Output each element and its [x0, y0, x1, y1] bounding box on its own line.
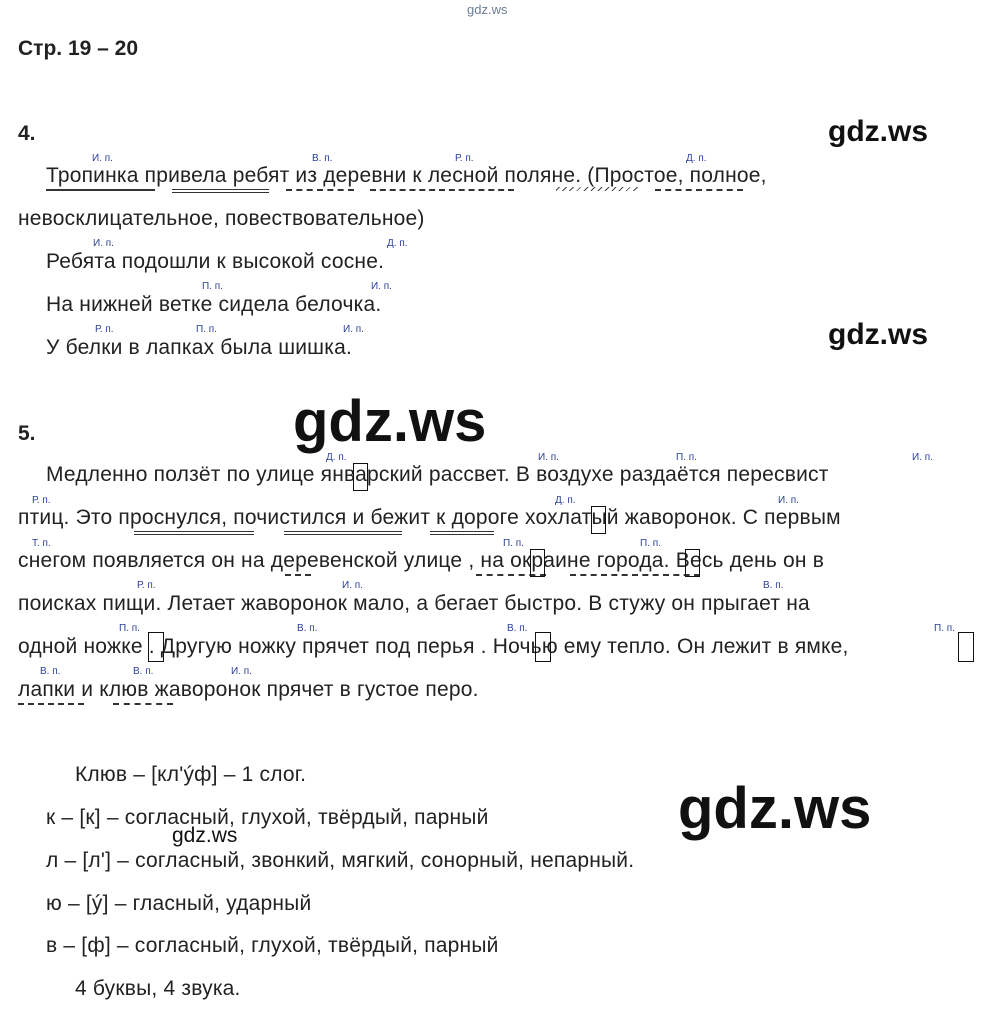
predicate-underline [430, 531, 494, 535]
task4-line-4: На нижней ветке сидела белочка. [46, 293, 382, 316]
modifier-underline [570, 574, 700, 576]
analysis-line-6: 4 буквы, 4 звука. [75, 977, 241, 1000]
task5-line-1: Медленно ползёт по улице январский рассвет. В воздухе раздаётся пересвист [46, 463, 829, 486]
case-label: В. п. [507, 623, 528, 634]
case-label: И. п. [371, 281, 392, 292]
predicate-underline [134, 531, 254, 535]
case-label: Д. п. [686, 153, 707, 164]
task4-line-2: невосклицательное, повествовательное) [18, 207, 425, 230]
page-header: Стр. 19 – 20 [18, 37, 139, 60]
predicate-underline [172, 189, 269, 193]
task5-line-6: лапки и клюв жаворонок прячет в густое перо. [18, 678, 479, 701]
case-label: И. п. [92, 153, 113, 164]
case-label: П. п. [676, 452, 697, 463]
object-underline [113, 703, 173, 705]
case-label: И. п. [93, 238, 114, 249]
analysis-line-1: Клюв – [кл'ýф] – 1 слог. [75, 763, 307, 786]
analysis-line-3: л – [л'] – согласный, звонкий, мягкий, сонорный, непарный. [46, 849, 635, 872]
case-label: П. п. [640, 538, 661, 549]
task4-number: 4. [18, 122, 36, 145]
task4-line-5: У белки в лапках была шишка. [46, 336, 352, 359]
modifier-underline [285, 574, 311, 576]
subject-underline [46, 189, 155, 191]
case-label: И. п. [231, 666, 252, 677]
analysis-line-2: к – [к] – согласный, глухой, твёрдый, парный [46, 806, 489, 829]
task5-line-5: одной ножке . Другую ножку прячет под перья . Ночью ему тепло. Он лежит в ямке, [18, 635, 849, 658]
case-label: В. п. [312, 153, 333, 164]
analysis-line-5: в – [ф] – согласный, глухой, твёрдый, парный [46, 934, 499, 957]
object-underline [18, 703, 84, 705]
case-label: Д. п. [326, 452, 347, 463]
case-label: Р. п. [95, 324, 114, 335]
task5-line-2: птиц. Это проснулся, почистился и бежит к дороге хохлатый жаворонок. С первым [18, 506, 841, 529]
task4-line-1: Тропинка привела ребят из деревни к лесной поляне. (Простое, полное, [46, 164, 767, 187]
case-label: В. п. [40, 666, 61, 677]
task5-line-4: поисках пищи. Летает жаворонок мало, а бегает быстро. В стужу он прыгает на [18, 592, 810, 615]
case-label: Р. п. [137, 580, 156, 591]
watermark-4: gdz.ws [678, 776, 872, 841]
case-label: В. п. [133, 666, 154, 677]
task4-line-3: Ребята подошли к высокой сосне. [46, 250, 385, 273]
watermark-3: gdz.ws [293, 389, 487, 454]
task5-number: 5. [18, 422, 36, 445]
object-underline [370, 189, 514, 191]
case-label: Т. п. [32, 538, 51, 549]
case-label: Д. п. [387, 238, 408, 249]
watermark-5: gdz.ws [172, 824, 238, 847]
watermark-2: gdz.ws [828, 318, 929, 351]
case-label: И. п. [342, 580, 363, 591]
task5-line-3: снегом появляется он на деревенской улице , на окраине города. Весь день он в [18, 549, 825, 572]
ending-box [591, 506, 606, 534]
case-label: И. п. [912, 452, 933, 463]
ending-box [958, 632, 974, 662]
case-label: П. п. [503, 538, 524, 549]
attribute-wavy-underline [556, 187, 638, 191]
predicate-underline [284, 531, 402, 535]
object-underline [655, 189, 743, 191]
case-label: П. п. [202, 281, 223, 292]
watermark-1: gdz.ws [828, 115, 929, 148]
watermark-top: gdz.ws [467, 2, 508, 17]
case-label: П. п. [119, 623, 140, 634]
case-label: В. п. [297, 623, 318, 634]
case-label: И. п. [343, 324, 364, 335]
case-label: И. п. [778, 495, 799, 506]
analysis-line-4: ю – [ý] – гласный, ударный [46, 892, 312, 915]
case-label: И. п. [538, 452, 559, 463]
case-label: П. п. [934, 623, 955, 634]
case-label: В. п. [763, 580, 784, 591]
ending-box [535, 632, 551, 662]
case-label: Д. п. [555, 495, 576, 506]
ending-box [148, 632, 164, 662]
case-label: П. п. [196, 324, 217, 335]
ending-box [353, 463, 368, 491]
ending-box [530, 549, 545, 577]
ending-box [685, 549, 700, 577]
case-label: Р. п. [455, 153, 474, 164]
case-label: Р. п. [32, 495, 51, 506]
object-underline [286, 189, 354, 191]
